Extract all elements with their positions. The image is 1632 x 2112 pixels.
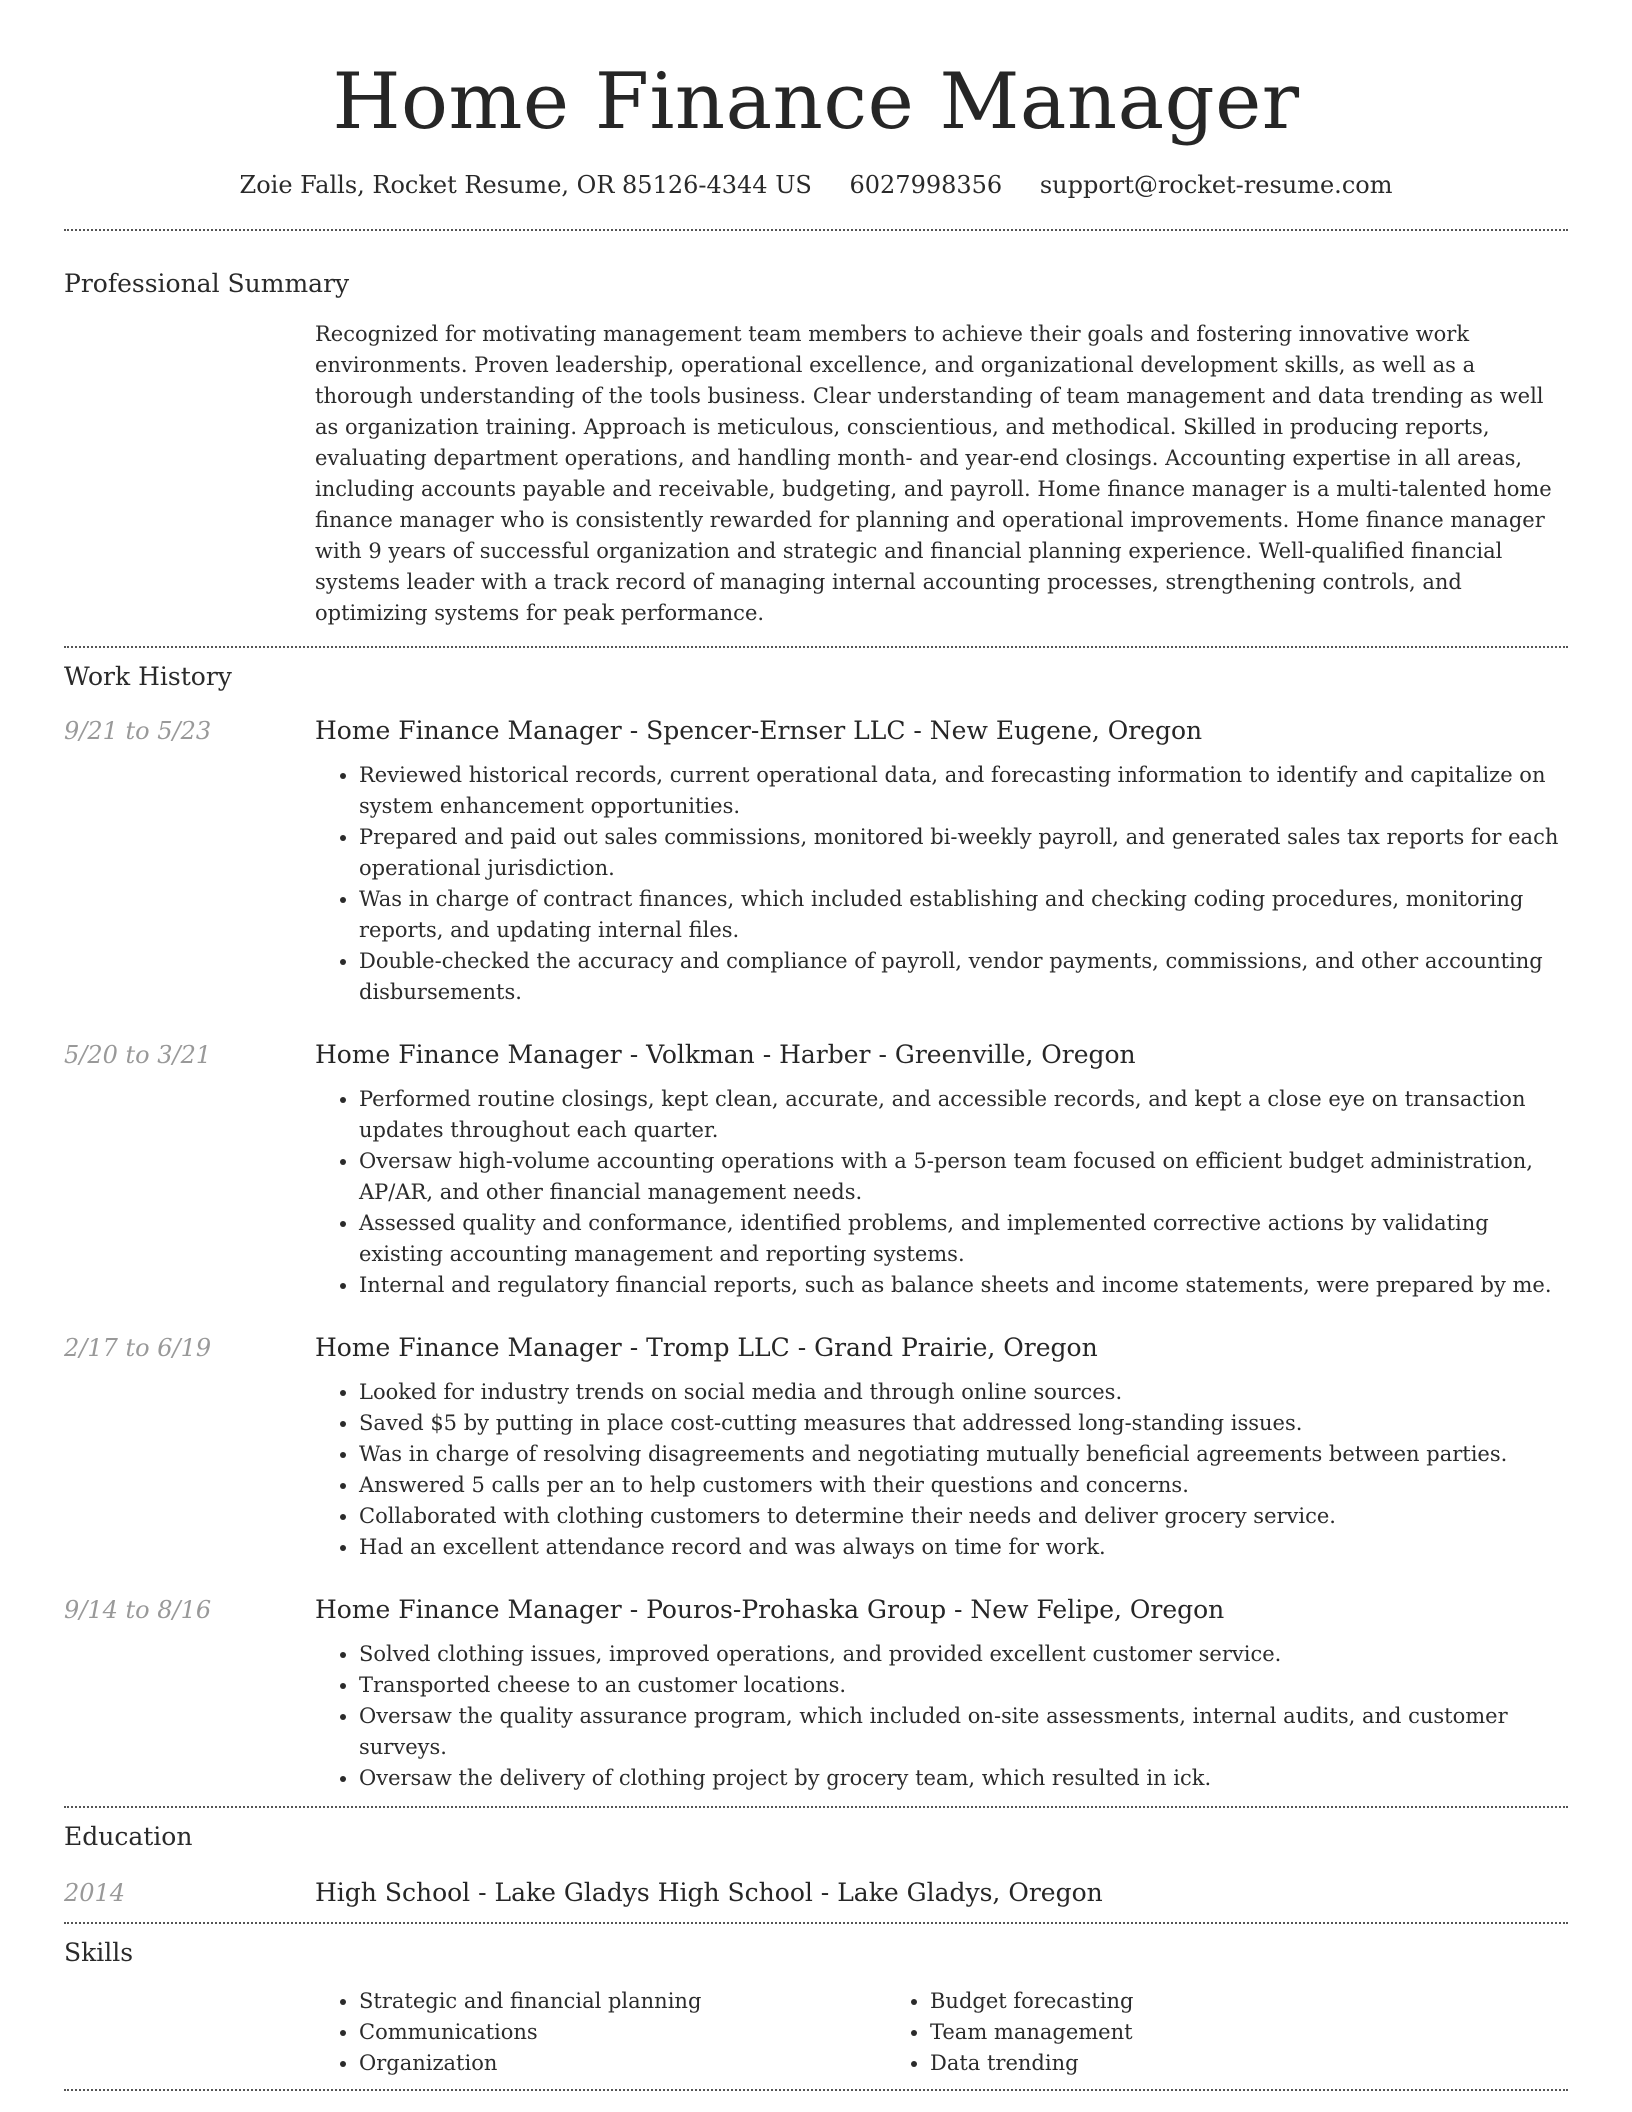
job-dates: 2/17 to 6/19	[64, 1334, 212, 1362]
job-bullets	[315, 760, 1568, 1008]
job-heading: Home Finance Manager - Spencer-Ernser LLC - New Eugene, Oregon	[315, 716, 1203, 745]
education-entry	[64, 1876, 1568, 1910]
job-bullet: • Collaborated with clothing customers to determine their needs and deliver grocery service.	[359, 1501, 1568, 1532]
contact-phone: 6027998356	[849, 171, 1003, 199]
job-bullet: • Oversaw the delivery of clothing project by grocery team, which resulted in ick.	[359, 1763, 1568, 1794]
skills-section	[64, 1924, 1568, 2079]
job-entry	[64, 1038, 1568, 1301]
job-bullet: • Was in charge of resolving disagreements and negotiating mutually beneficial agreements between parties.	[359, 1439, 1568, 1470]
summary-section	[64, 231, 1568, 629]
job-bullet: • Reviewed historical records, current operational data, and forecasting information to identify and capitalize on system enhancement opportunities.	[359, 760, 1568, 822]
divider	[64, 2089, 1568, 2091]
skill-item: • Data trending	[930, 2048, 1457, 2079]
job-dates: 9/14 to 8/16	[64, 1596, 212, 1624]
job-bullet: • Looked for industry trends on social media and through online sources.	[359, 1377, 1568, 1408]
job-dates: 9/21 to 5/23	[64, 717, 212, 745]
job-heading: Home Finance Manager - Tromp LLC - Grand Prairie, Oregon	[315, 1333, 1098, 1362]
job-bullet: • Double-checked the accuracy and compliance of payroll, vendor payments, commissions, and other accounting disbursements.	[359, 946, 1568, 1008]
summary-text: Recognized for motivating management team members to achieve their goals and fostering innovative work environments. Proven leadership, operational excellence, and organizational development skills, as well as a thorough understanding of the tools business. Clear understanding of team management and data trending as well as organization training. Approach is meticulous, conscientious, and methodical. Skilled in producing reports, evaluating department operations, and handling month- and year-end closings. Accounting expertise in all areas, including accounts payable and receivable, budgeting, and payroll. Home finance manager is a multi-talented home finance manager who is consistently rewarded for planning and operational improvements. Home finance manager with 9 years of successful organization and strategic and financial planning experience. Well-qualified financial systems leader with a track record of managing internal accounting processes, strengthening controls, and optimizing systems for peak performance.	[315, 322, 1552, 625]
job-bullet: • Performed routine closings, kept clean, accurate, and accessible records, and kept a close eye on transaction updates throughout each quarter.	[359, 1084, 1568, 1146]
job-bullet: • Had an excellent attendance record and was always on time for work.	[359, 1532, 1568, 1563]
job-bullets	[315, 1639, 1568, 1794]
job-heading: Home Finance Manager - Volkman - Harber - Greenville, Oregon	[315, 1040, 1136, 1069]
contact-address: Zoie Falls, Rocket Resume, OR 85126-4344 US	[239, 171, 812, 199]
resume-name: Home Finance Manager	[332, 57, 1300, 147]
skills-title: Skills	[64, 1938, 134, 1967]
job-bullets	[315, 1377, 1568, 1563]
job-entry	[64, 1593, 1568, 1794]
work-history-section	[64, 648, 1568, 1794]
skills-list-left	[315, 1986, 886, 2079]
summary-spacer	[64, 319, 315, 629]
skill-item: • Strategic and financial planning	[359, 1986, 886, 2017]
skill-item: • Organization	[359, 2048, 886, 2079]
job-bullet: • Oversaw the quality assurance program, which included on-site assessments, internal audits, and customer surveys.	[359, 1701, 1568, 1763]
summary-title: Professional Summary	[64, 269, 350, 298]
job-bullet: • Prepared and paid out sales commissions, monitored bi-weekly payroll, and generated sales tax reports for each operational jurisdiction.	[359, 822, 1568, 884]
job-bullet: • Answered 5 calls per an to help customers with their questions and concerns.	[359, 1470, 1568, 1501]
job-bullets	[315, 1084, 1568, 1301]
job-bullet: • Was in charge of contract finances, which included establishing and checking coding procedures, monitoring reports, and updating internal files.	[359, 884, 1568, 946]
contact-email: support@rocket-resume.com	[1039, 171, 1393, 199]
skill-item: • Communications	[359, 2017, 886, 2048]
resume-page	[64, 0, 1568, 2091]
job-bullet: • Transported cheese to an customer locations.	[359, 1670, 1568, 1701]
job-entry	[64, 1331, 1568, 1563]
jobs-list	[64, 714, 1568, 1794]
education-section	[64, 1808, 1568, 1910]
skill-item: • Budget forecasting	[930, 1986, 1457, 2017]
job-bullet: • Assessed quality and conformance, identified problems, and implemented corrective actions by validating existing accounting management and reporting systems.	[359, 1208, 1568, 1270]
skills-grid	[315, 1986, 1568, 2079]
contact-line	[64, 168, 1568, 202]
education-title: Education	[64, 1822, 193, 1851]
job-dates: 5/20 to 3/21	[64, 1041, 212, 1069]
skills-list-right	[886, 1986, 1457, 2079]
job-bullet: • Solved clothing issues, improved operations, and provided excellent customer service.	[359, 1639, 1568, 1670]
skills-spacer	[64, 1986, 315, 2079]
job-bullet: • Internal and regulatory financial reports, such as balance sheets and income statements, were prepared by me.	[359, 1270, 1568, 1301]
job-heading: Home Finance Manager - Pouros-Prohaska Group - New Felipe, Oregon	[315, 1595, 1225, 1624]
education-heading: High School - Lake Gladys High School - Lake Gladys, Oregon	[315, 1878, 1103, 1907]
education-year: 2014	[64, 1879, 126, 1907]
skill-item: • Team management	[930, 2017, 1457, 2048]
job-entry	[64, 714, 1568, 1008]
work-history-title: Work History	[64, 662, 232, 691]
job-bullet: • Oversaw high-volume accounting operations with a 5-person team focused on efficient budget administration, AP/AR, and other financial management needs.	[359, 1146, 1568, 1208]
job-bullet: • Saved $5 by putting in place cost-cutting measures that addressed long-standing issues.	[359, 1408, 1568, 1439]
